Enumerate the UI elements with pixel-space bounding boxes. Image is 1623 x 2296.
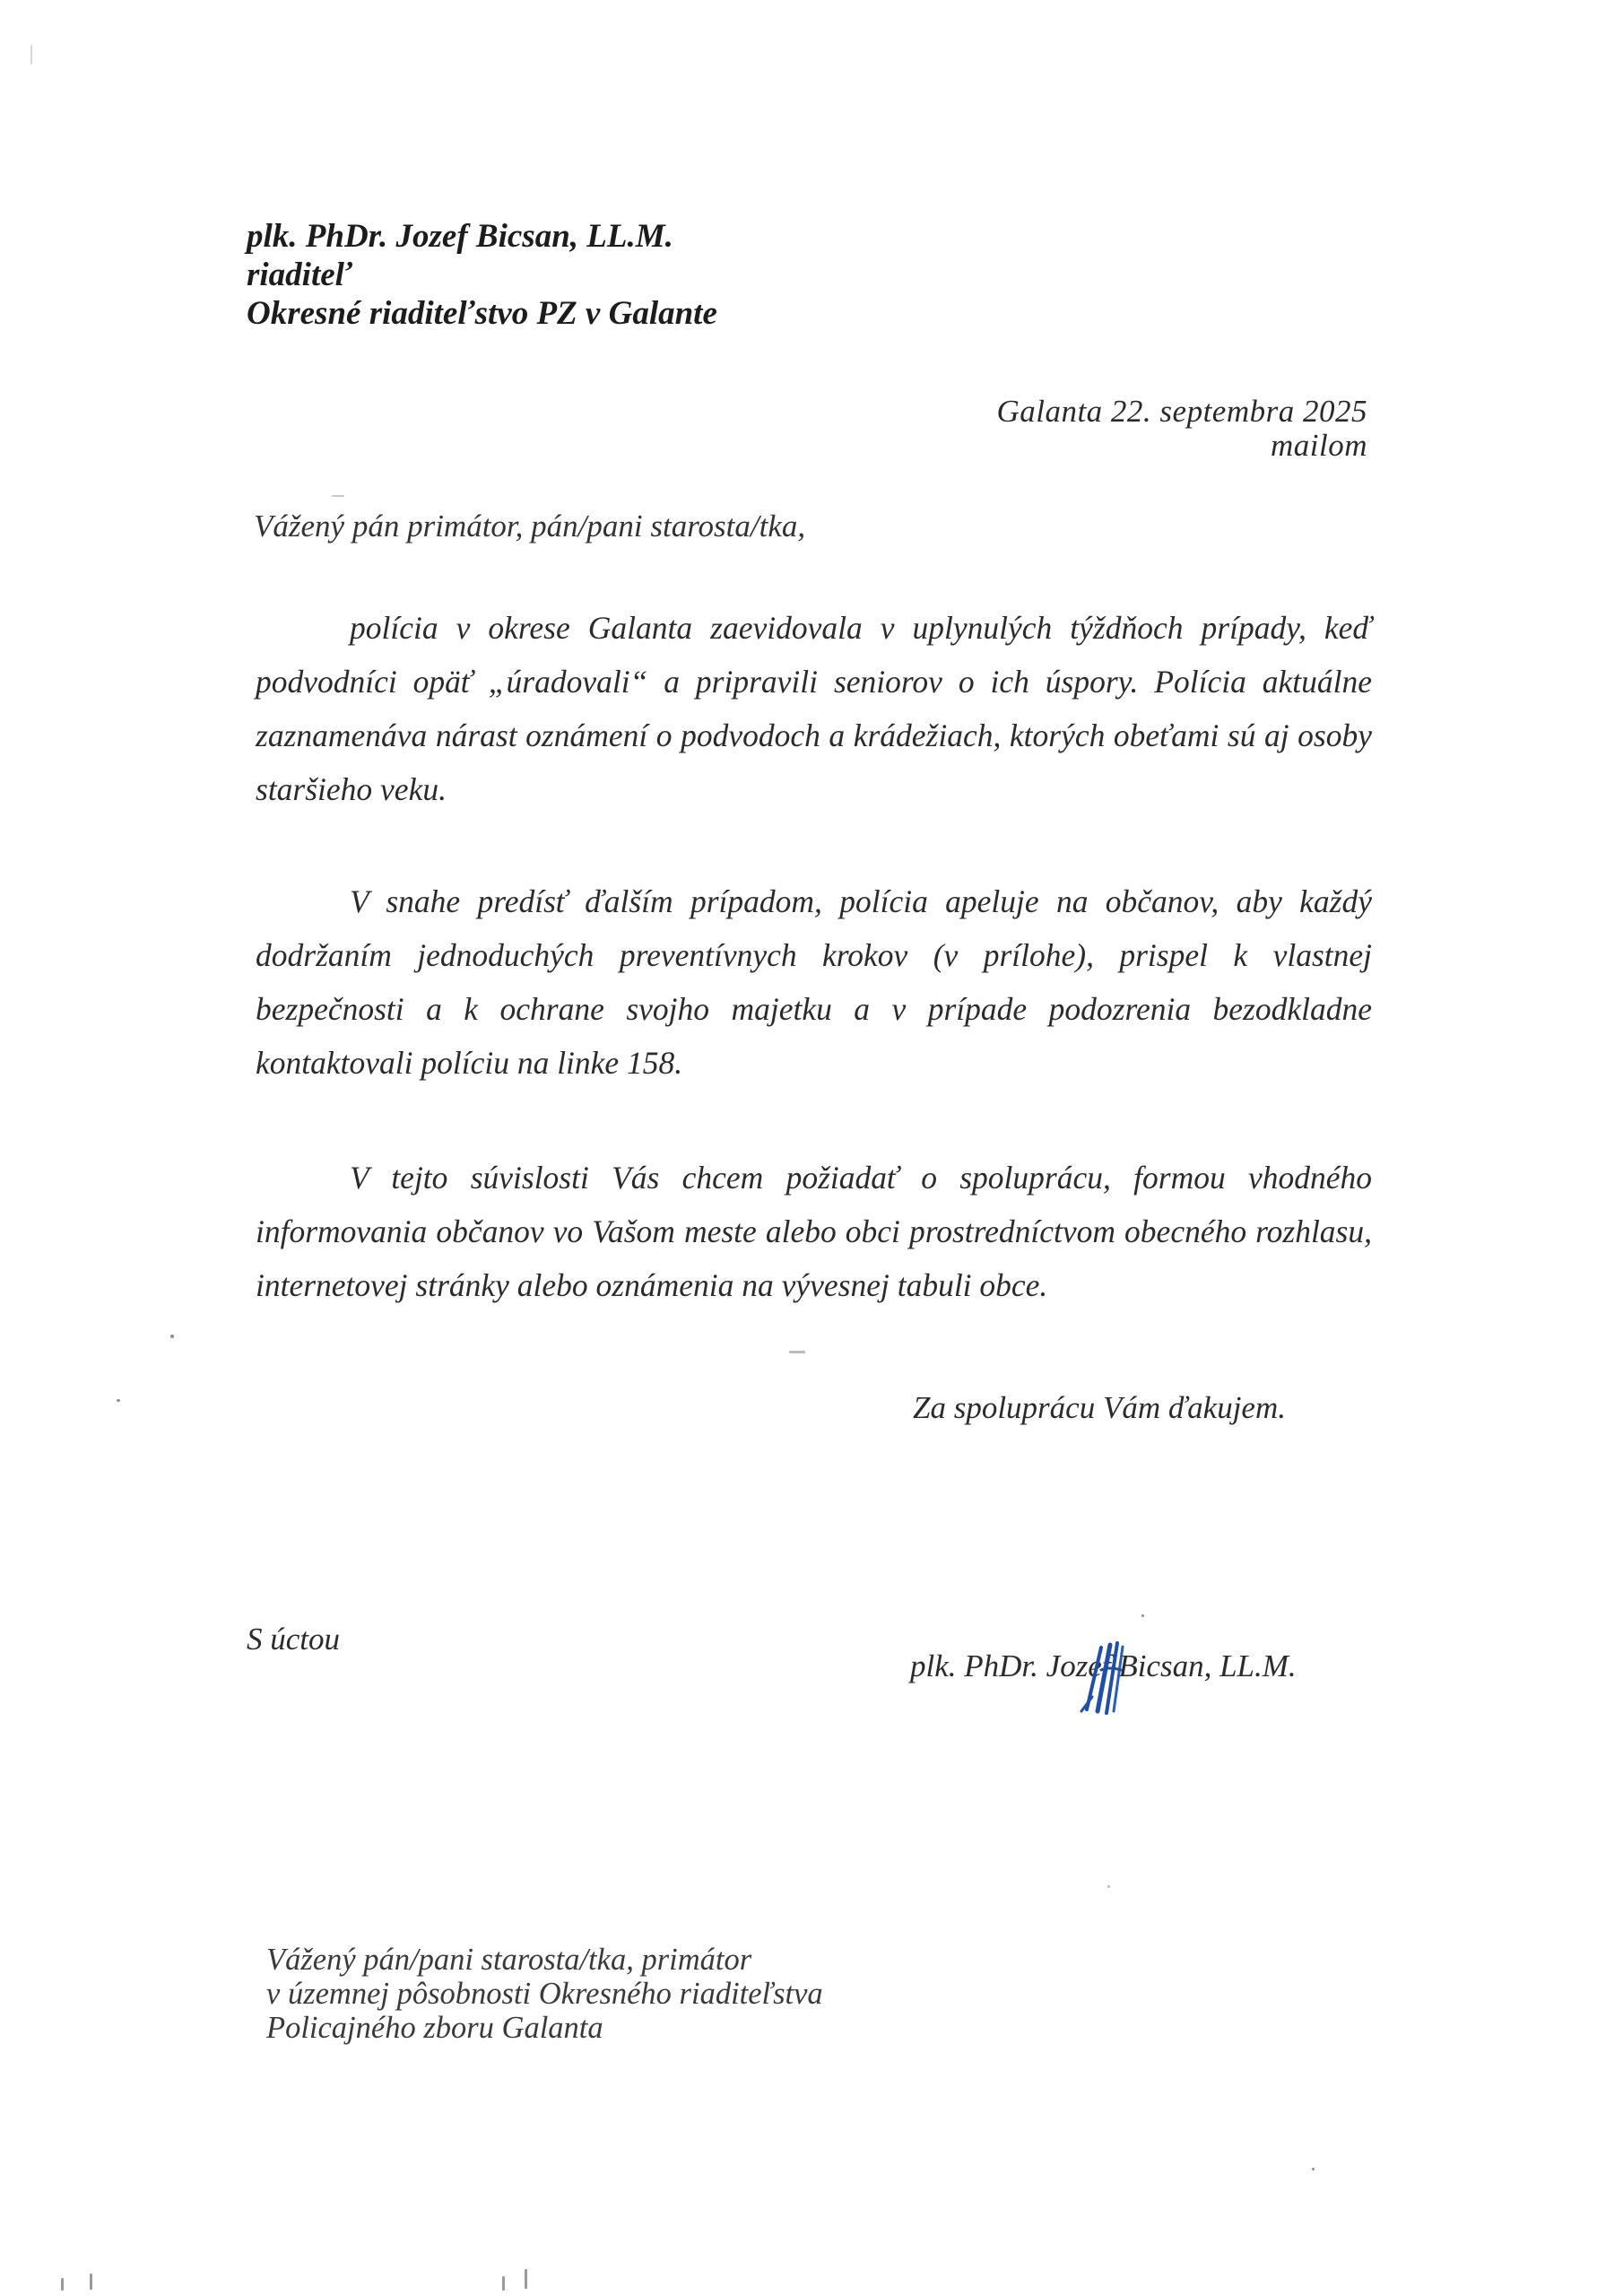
sender-name: plk. PhDr. Jozef Bicsan, LL.M.: [247, 218, 673, 255]
body-paragraph-3: [256, 1151, 1372, 1312]
place-date: Galanta 22. septembra 2025: [996, 394, 1367, 429]
scan-speck: [525, 2269, 527, 2289]
scan-speck: [30, 45, 32, 65]
recipient-line-3: Policajného zboru Galanta: [266, 2011, 603, 2045]
scan-speck: [1107, 1885, 1110, 1888]
recipient-line-1: Vážený pán/pani starosta/tka, primátor: [266, 1943, 752, 1977]
body-paragraph-1: [256, 601, 1372, 816]
salutation: Vážený pán primátor, pán/pani starosta/tka,: [254, 509, 806, 544]
scan-speck: [1312, 2168, 1315, 2170]
scan-speck: [117, 1399, 120, 1402]
recipient-block: [266, 1943, 823, 2045]
signature-stroke: [1101, 1668, 1121, 1670]
sender-block: [247, 217, 717, 333]
date-block: [996, 395, 1367, 463]
paragraph-text: V snahe predísť ďalším prípadom, polícia apeluje na občanov, aby každý dodržaním jednoduchých preventívnych krokov (v prílohe), prispel k vlastnej bezpečnosti a k ochrane svojho majetku a v prípade podozrenia bezodkladne kontaktovali políciu na linke 158.: [256, 883, 1372, 1081]
closing-line: S úctou: [247, 1622, 341, 1657]
scan-speck: [789, 1351, 805, 1353]
signatory-name: plk. PhDr. Jozef Bicsan, LL.M.: [910, 1648, 1297, 1683]
paragraph-text: polícia v okrese Galanta zaevidovala v uplynulých týždňoch prípady, keď podvodníci opäť „úradovali“ a pripravili seniorov o ich úspory. Polícia aktuálne zaznamenáva nárast oznámení o podvodoch a krádežiach, ktorých obeťami sú aj osoby staršieho veku.: [256, 610, 1372, 807]
sender-office: Okresné riaditeľstvo PZ v Galante: [247, 295, 717, 332]
scan-speck: [170, 1335, 174, 1338]
sender-title: riaditeľ: [247, 257, 352, 293]
body-paragraph-2: [256, 874, 1372, 1090]
scan-speck: [61, 2278, 64, 2291]
scan-speck: [502, 2276, 505, 2291]
recipient-line-2: v územnej pôsobnosti Okresného riaditeľstva: [266, 1977, 823, 2011]
scan-speck: [1141, 1614, 1144, 1617]
handwritten-signature: [1074, 1634, 1155, 1715]
scan-speck: [90, 2274, 92, 2290]
scan-speck: [332, 495, 344, 497]
paragraph-text: V tejto súvislosti Vás chcem požiadať o spoluprácu, formou vhodného informovania občanov vo Vašom meste alebo obci prostredníctvom obecného rozhlasu, internetovej stránky alebo oznámenia na vývesnej tabuli obce.: [256, 1160, 1372, 1303]
thanks-line: Za spoluprácu Vám ďakujem.: [913, 1390, 1286, 1425]
delivery-method: mailom: [1271, 428, 1367, 463]
